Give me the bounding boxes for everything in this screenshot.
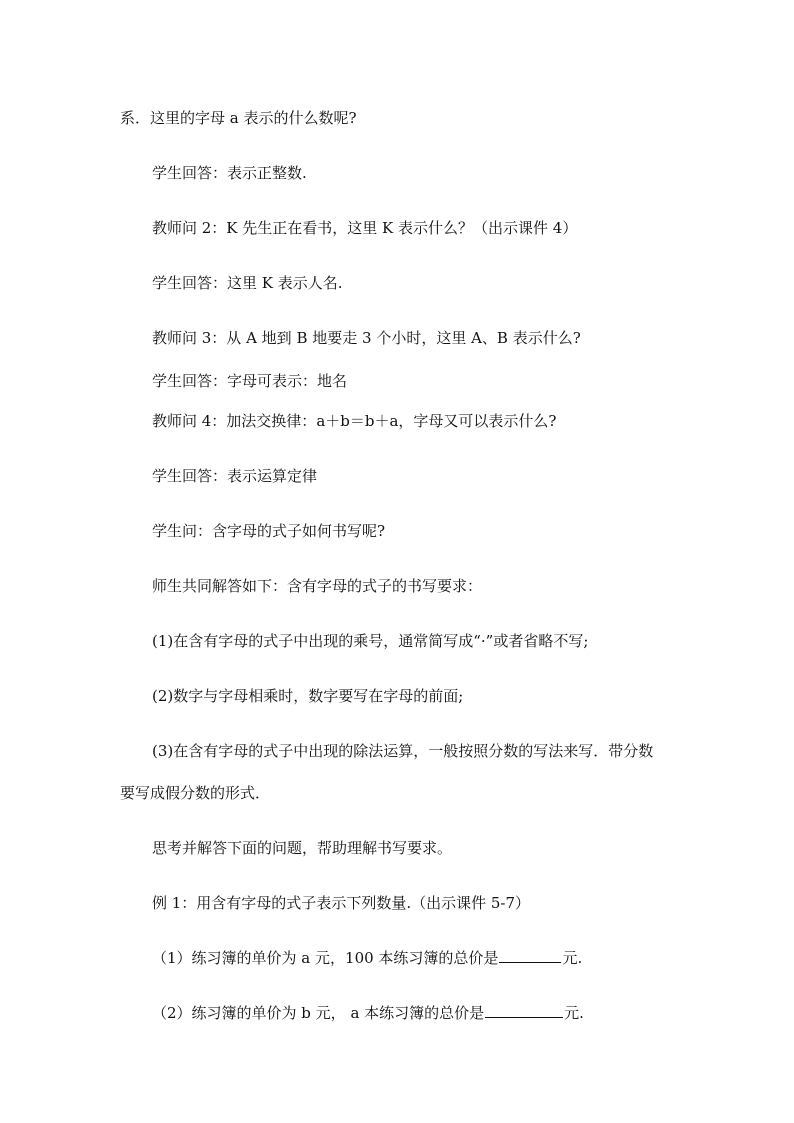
paragraph: 系．这里的字母 a 表示的什么数呢?: [120, 109, 357, 127]
paragraph: (1)在含有字母的式子中出现的乘号，通常简写成“·”或者省略不写;: [152, 632, 589, 650]
paragraph: 思考并解答下面的问题，帮助理解书写要求。: [152, 839, 453, 857]
paragraph: 学生问：含字母的式子如何书写呢?: [152, 522, 386, 540]
answer-blank[interactable]: [485, 1003, 563, 1018]
exercise-text: （1）练习簿的单价为 a 元，100 本练习簿的总价是: [152, 949, 499, 967]
paragraph: 要写成假分数的形式．: [120, 784, 271, 802]
paragraph: (2)数字与字母相乘时，数字要写在字母的前面;: [152, 687, 464, 705]
exercise-line-1: [152, 948, 582, 968]
paragraph: 教师问 3：从 A 地到 B 地要走 3 个小时，这里 A、B 表示什么?: [152, 329, 581, 347]
paragraph: 教师问 2：K 先生正在看书，这里 K 表示什么？（出示课件 4）: [152, 219, 578, 237]
paragraph: 学生回答：这里 K 表示人名.: [152, 274, 343, 292]
paragraph: 学生回答：字母可表示：地名: [152, 372, 348, 390]
paragraph: 师生共同解答如下：含有字母的式子的书写要求：: [152, 577, 483, 595]
exercise-unit: 元.: [562, 949, 583, 967]
exercise-line-2: [152, 1003, 584, 1023]
paragraph: 学生回答：表示运算定律: [152, 467, 318, 485]
paragraph: 例 1：用含有字母的式子表示下列数量.（出示课件 5-7）: [152, 894, 531, 912]
exercise-unit: 元.: [564, 1004, 584, 1022]
paragraph: 教师问 4：加法交换律：a＋b＝b＋a，字母又可以表示什么?: [152, 412, 557, 430]
paragraph: (3)在含有字母的式子中出现的除法运算，一般按照分数的写法来写．带分数: [152, 742, 654, 760]
paragraph: 学生回答：表示正整数.: [152, 164, 307, 182]
answer-blank[interactable]: [499, 948, 561, 963]
exercise-text: （2）练习簿的单价为 b 元， a 本练习簿的总价是: [152, 1004, 485, 1022]
